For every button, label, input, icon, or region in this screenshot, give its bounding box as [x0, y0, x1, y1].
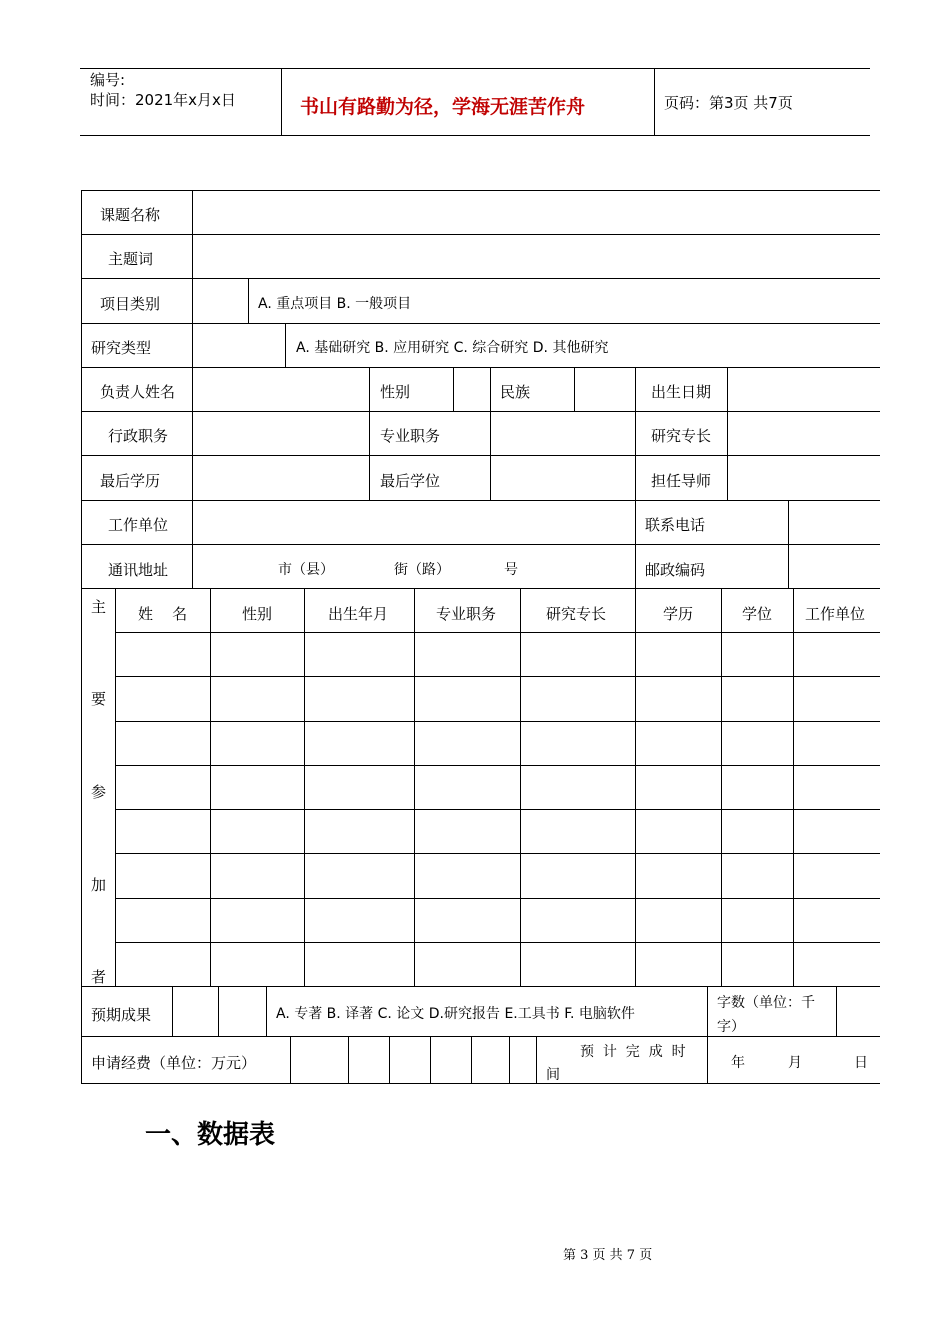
birth-date-label: 出生日期 [651, 383, 712, 401]
admin-post-label: 行政职务 [108, 427, 169, 445]
page-info: 页码：第3页 共7页 [664, 94, 793, 112]
research-specialty-label: 研究专长 [651, 427, 712, 445]
participants-side-label-char: 加 [91, 876, 107, 894]
participant-header-specialty: 研究专长 [546, 605, 607, 623]
section-title: 一、数据表 [145, 1120, 276, 1150]
col-line [285, 323, 286, 367]
address-number: 号 [504, 562, 518, 578]
keywords-label: 主题词 [108, 250, 154, 268]
postal-code-label: 邮政编码 [645, 561, 706, 579]
row-line [81, 1036, 880, 1037]
form-left-border [81, 190, 82, 1084]
col-line [471, 1036, 472, 1084]
header-divider-left [281, 68, 282, 136]
col-line [490, 367, 491, 500]
col-line [635, 367, 636, 588]
participant-header-birth: 出生年月 [328, 605, 389, 623]
row-line [81, 500, 880, 501]
completion-year: 年 [731, 1055, 745, 1071]
contact-phone-label: 联系电话 [645, 516, 706, 534]
row-line [115, 765, 880, 766]
row-line [115, 721, 880, 722]
col-line [453, 367, 454, 411]
expected-results-label: 预期成果 [91, 1006, 152, 1024]
gender-label: 性别 [380, 383, 411, 401]
col-line [192, 190, 193, 588]
row-line [81, 411, 880, 412]
col-line [210, 588, 211, 986]
participant-header-work-unit: 工作单位 [805, 605, 866, 623]
col-line [430, 1036, 431, 1084]
word-count-line2: 字） [717, 1019, 745, 1035]
row-line [115, 853, 880, 854]
completion-day: 日 [854, 1055, 868, 1071]
participant-header-name: 姓 名 [138, 605, 188, 623]
project-options: A. 重点项目 B. 一般项目 [258, 296, 412, 312]
participant-header-degree: 学位 [742, 605, 773, 623]
col-line [788, 500, 789, 588]
address-label: 通讯地址 [108, 561, 169, 579]
completion-label-line1: 预 计 完 成 时 [580, 1044, 686, 1060]
col-line [707, 986, 708, 1084]
col-line [290, 1036, 291, 1084]
topic-name-label: 课题名称 [100, 206, 161, 224]
col-line [721, 588, 722, 986]
row-line [115, 676, 880, 677]
col-line [304, 588, 305, 986]
participants-side-label-char: 主 [91, 598, 107, 616]
row-line [81, 323, 880, 324]
form-bottom-border [81, 1083, 880, 1084]
col-line [172, 986, 173, 1036]
col-line [574, 367, 575, 411]
row-line [81, 544, 880, 545]
row-line [81, 278, 880, 279]
research-type-label: 研究类型 [91, 339, 152, 357]
row-line [81, 190, 880, 191]
participant-header-education: 学历 [663, 605, 694, 623]
funding-label: 申请经费（单位：万元） [91, 1054, 257, 1072]
header-top-rule [80, 68, 870, 69]
row-line [115, 942, 880, 943]
prof-post-label: 专业职务 [380, 427, 441, 445]
leader-name-label: 负责人姓名 [100, 383, 176, 401]
participants-side-label-char: 要 [91, 690, 107, 708]
col-line [836, 986, 837, 1036]
page-footer: 第 3 页 共 7 页 [563, 1248, 653, 1263]
ethnicity-label: 民族 [500, 383, 531, 401]
word-count-line1: 字数（单位：千 [717, 995, 815, 1011]
row-line [81, 986, 880, 987]
project-category-label: 项目类别 [100, 295, 161, 313]
row-line [81, 455, 880, 456]
col-line [369, 367, 370, 500]
col-line [348, 1036, 349, 1084]
col-line [536, 1036, 537, 1084]
participant-header-gender: 性别 [242, 605, 273, 623]
col-line [414, 588, 415, 986]
col-line [509, 1036, 510, 1084]
col-line [389, 1036, 390, 1084]
motto: 书山有路勤为径，学海无涯苦作舟 [300, 96, 586, 118]
col-line [115, 588, 116, 986]
time-label: 时间：2021年x月x日 [90, 91, 236, 109]
col-line [793, 588, 794, 986]
col-line [248, 278, 249, 323]
work-unit-label: 工作单位 [108, 516, 169, 534]
completion-label-line2: 间 [546, 1067, 560, 1083]
result-options: A. 专著 B. 译著 C. 论文 D.研究报告 E.工具书 F. 电脑软件 [276, 1006, 635, 1022]
row-line [81, 234, 880, 235]
address-street: 街（路） [394, 562, 450, 578]
header-bottom-rule [80, 135, 870, 136]
research-options: A. 基础研究 B. 应用研究 C. 综合研究 D. 其他研究 [296, 340, 609, 356]
col-line [218, 986, 219, 1036]
row-line [115, 809, 880, 810]
participants-side-label-char: 参 [91, 783, 107, 801]
col-line [520, 588, 521, 986]
last-degree-label: 最后学位 [380, 472, 441, 490]
participants-side-label-char: 者 [91, 968, 107, 986]
code-label: 编号: [90, 71, 126, 89]
row-line [81, 367, 880, 368]
row-line [81, 588, 880, 589]
participant-header-prof-post: 专业职务 [436, 605, 497, 623]
header-divider-right [654, 68, 655, 136]
col-line [727, 367, 728, 500]
address-city: 市（县） [278, 562, 334, 578]
supervisor-label: 担任导师 [651, 472, 712, 490]
col-line [635, 588, 636, 986]
row-line [115, 898, 880, 899]
col-line [266, 986, 267, 1036]
completion-month: 月 [788, 1055, 802, 1071]
last-education-label: 最后学历 [100, 472, 161, 490]
row-line [115, 632, 880, 633]
